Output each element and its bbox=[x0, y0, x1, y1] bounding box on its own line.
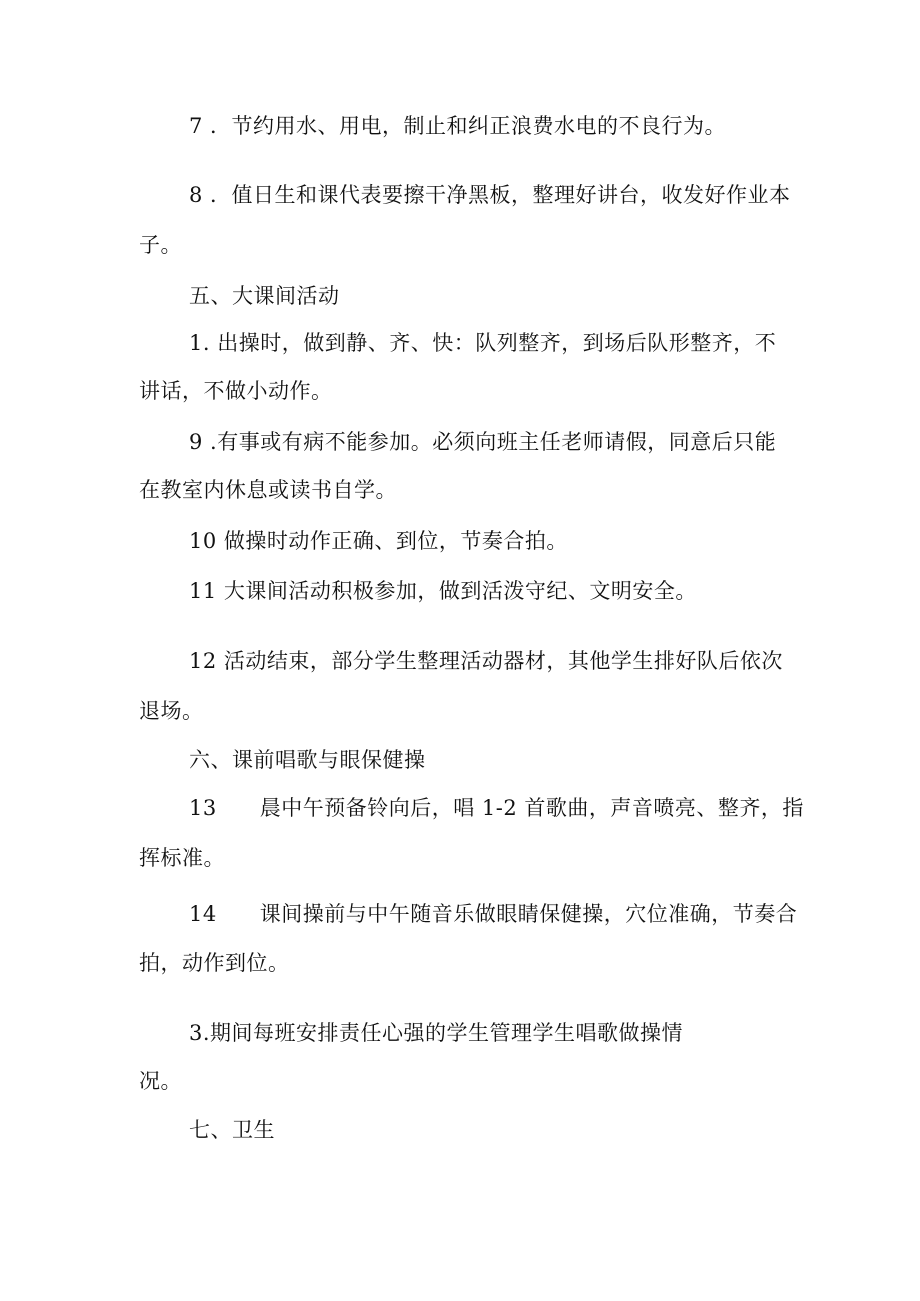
exercise-item-1-line2: 讲话，不做小动作。 bbox=[139, 379, 333, 403]
rule-item-12-line1: 12 活动结束，部分学生整理活动器材，其他学生排好队后依次 bbox=[189, 649, 783, 673]
exercise-item-1-line1: 1. 出操时，做到静、齐、快：队列整齐，到场后队形整齐，不 bbox=[189, 331, 777, 355]
rule-item-9-line1: 9 .有事或有病不能参加。必须向班主任老师请假，同意后只能 bbox=[189, 430, 777, 454]
section-heading-5: 五、大课间活动 bbox=[189, 284, 340, 308]
rule-item-14-line1: 14 课间操前与中午随音乐做眼睛保健操，穴位准确，节奏合 bbox=[189, 902, 798, 926]
rule-item-8-line1: 8 ．值日生和课代表要擦干净黑板，整理好讲台，收发好作业本 bbox=[189, 183, 791, 207]
section-heading-6: 六、课前唱歌与眼保健操 bbox=[189, 748, 426, 772]
rule-item-3-line1: 3.期间每班安排责任心强的学生管理学生唱歌做操情 bbox=[189, 1021, 684, 1045]
rule-item-14-line2: 拍，动作到位。 bbox=[139, 951, 290, 975]
rule-item-12-line2: 退场。 bbox=[139, 699, 204, 723]
rule-item-8-line2: 子。 bbox=[139, 233, 182, 257]
rule-item-11: 11 大课间活动积极参加，做到活泼守纪、文明安全。 bbox=[189, 579, 697, 603]
rule-item-10: 10 做操时动作正确、到位，节奏合拍。 bbox=[189, 529, 568, 553]
rule-item-9-line2: 在教室内休息或读书自学。 bbox=[139, 478, 397, 502]
rule-item-7: 7 ．节约用水、用电，制止和纠正浪费水电的不良行为。 bbox=[189, 114, 727, 138]
rule-item-3-line2: 况。 bbox=[139, 1069, 182, 1093]
rule-item-13-line2: 挥标准。 bbox=[139, 846, 225, 870]
rule-item-13-line1: 13 晨中午预备铃向后，唱 1-2 首歌曲，声音喷亮、整齐，指 bbox=[189, 796, 804, 820]
section-heading-7: 七、卫生 bbox=[189, 1118, 275, 1142]
